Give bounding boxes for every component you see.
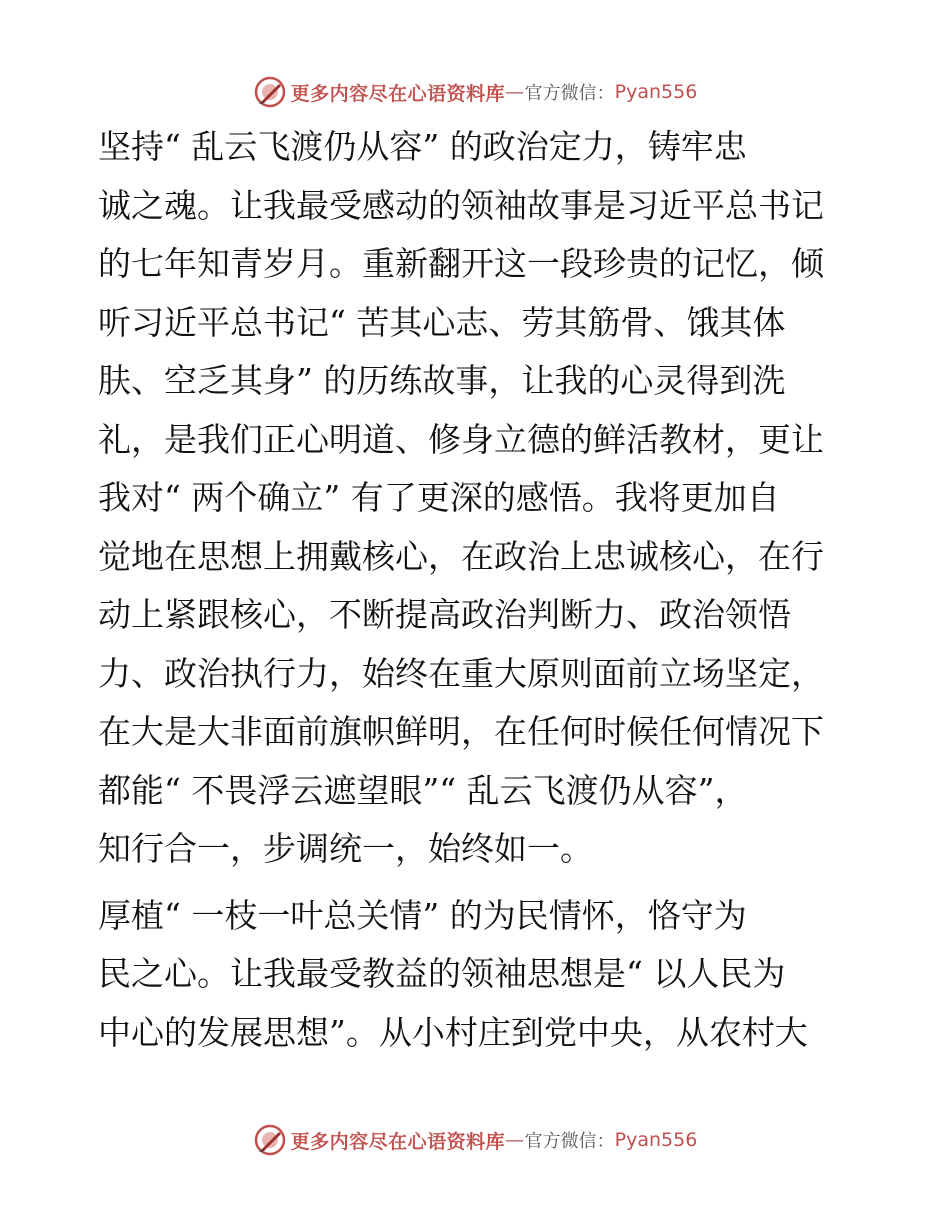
text-line: 力、政治执行力，始终在重大原则面前立场坚定， bbox=[98, 653, 824, 693]
text-line: 中心的发展思想”。从小村庄到党中央，从农村大 bbox=[98, 1012, 808, 1052]
header-banner bbox=[0, 70, 950, 114]
banner-wechat-label: 官方微信： bbox=[524, 83, 615, 104]
text-line: 诚之魂。让我最受感动的领袖故事是习近平总书记 bbox=[98, 185, 824, 225]
text-line: 厚植“ 一枝一叶总关情” 的为民情怀，恪守为 bbox=[98, 895, 747, 935]
text-line: 我对“ 两个确立” 有了更深的感悟。我将更加自 bbox=[98, 478, 780, 517]
text-line: 知行合一，步调统一，始终如一。 bbox=[98, 829, 593, 868]
paragraph-1 bbox=[98, 118, 858, 879]
text-line: 民之心。让我最受教益的领袖思想是“ 以人民为 bbox=[98, 954, 786, 993]
text-line: 听习近平总书记“ 苦其心志、劳其筋骨、饿其体 bbox=[98, 302, 786, 342]
logo-icon bbox=[253, 1123, 287, 1157]
paragraph-2 bbox=[98, 887, 858, 1063]
text-line: 动上紧跟核心，不断提高政治判断力、政治领悟 bbox=[98, 595, 791, 634]
text-line: 肤、空乏其身” 的历练故事，让我的心灵得到洗 bbox=[98, 361, 786, 400]
banner-dash: — bbox=[505, 1129, 525, 1151]
banner-wechat-id: Pyan556 bbox=[614, 1129, 698, 1151]
document-body bbox=[98, 118, 858, 1062]
banner-wechat-id: Pyan556 bbox=[614, 81, 698, 103]
text-line: 在大是大非面前旗帜鲜明，在任何时候任何情况下 bbox=[98, 712, 824, 751]
text-line: 觉地在思想上拥戴核心，在政治上忠诚核心，在行 bbox=[98, 536, 824, 576]
logo-icon bbox=[253, 75, 287, 109]
banner-dash: — bbox=[505, 81, 525, 103]
text-line: 都能“ 不畏浮云遮望眼”“ 乱云飞渡仍从容”， bbox=[98, 770, 748, 810]
text-line: 的七年知青岁月。重新翻开这一段珍贵的记忆，倾 bbox=[98, 244, 824, 283]
banner-brand: 更多内容尽在心语资料库 bbox=[290, 82, 506, 105]
text-line: 坚持“ 乱云飞渡仍从容” 的政治定力，铸牢忠 bbox=[98, 127, 747, 166]
text-line: 礼，是我们正心明道、修身立德的鲜活教材，更让 bbox=[98, 419, 824, 459]
banner-wechat-label: 官方微信： bbox=[524, 1131, 615, 1152]
footer-banner bbox=[0, 1118, 950, 1162]
banner-brand: 更多内容尽在心语资料库 bbox=[290, 1130, 506, 1153]
